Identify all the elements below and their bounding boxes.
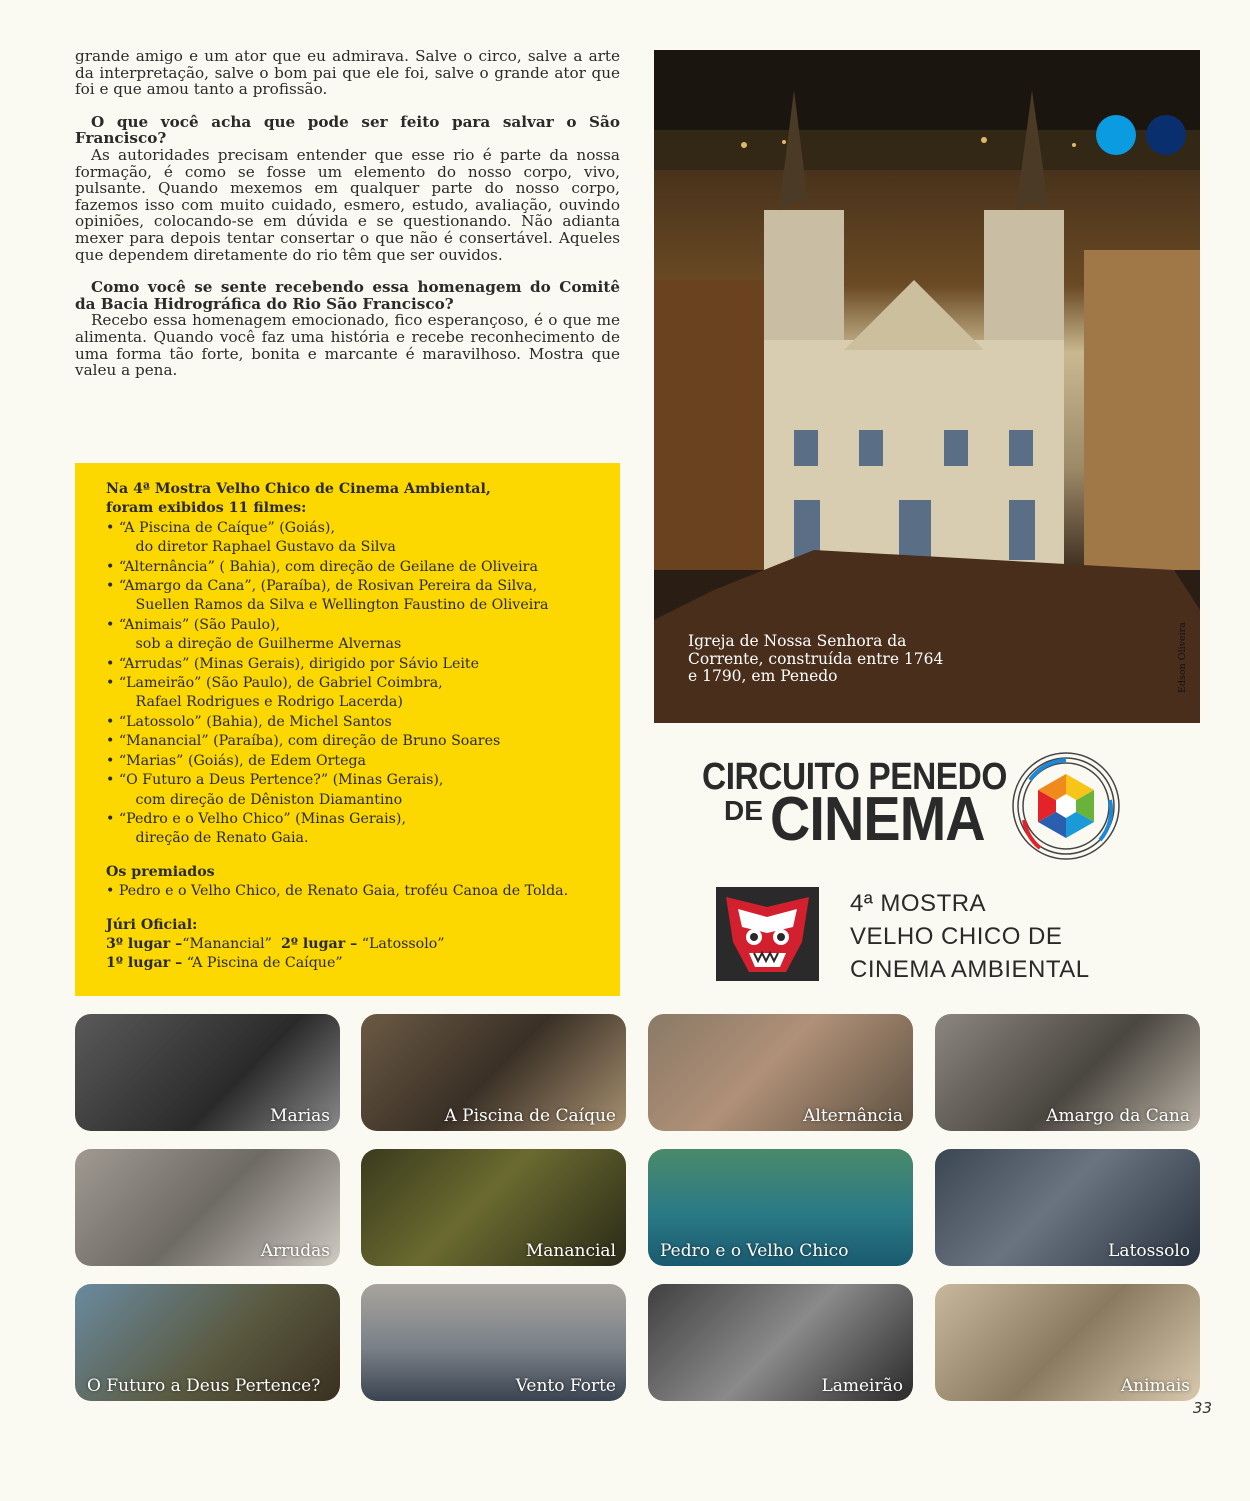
film-tile-label: Vento Forte xyxy=(515,1376,616,1396)
film-list-item: • “Marias” (Goiás), de Edem Ortega xyxy=(106,752,367,769)
interview-answer: As autoridades precisam entender que esse rio é parte da nossa formação, é como se fosse um elemento do nosso corpo, vivo, pulsante. Quando mexemos em qualquer parte do nosso corpo, fazemos isso com muito cuidado, esmero, estudo, avaliação, ouvindo opiniões, colocando-se em dúvida e se questionando. Não adianta mexer para depois tentar consertar o que não é consertável. Aqueles que dependem diretamente do rio têm que ser ouvidos. xyxy=(75,145,620,264)
film-tile-label: Amargo da Cana xyxy=(1046,1106,1190,1126)
place-value: “Latossolo” xyxy=(361,935,445,952)
article-column xyxy=(75,48,620,379)
film-list-item: • “O Futuro a Deus Pertence?” (Minas Gerais), com direção de Dêniston Diamantino xyxy=(106,772,444,808)
film-list-item: • “A Piscina de Caíque” (Goiás), do diretor Raphael Gustavo da Silva xyxy=(106,519,396,556)
mostra-velho-chico-logo xyxy=(716,887,1136,987)
mask-icon xyxy=(716,887,819,981)
film-list-item: • “Manancial” (Paraíba), com direção de Bruno Soares xyxy=(106,733,501,750)
film-list-item: • “Lameirão” (São Paulo), de Gabriel Coimbra, Rafael Rodrigues e Rodrigo Lacerda) xyxy=(106,675,443,711)
film-tile-label: A Piscina de Caíque xyxy=(444,1106,616,1126)
jury-line xyxy=(106,935,600,954)
interview-question: O que você acha que pode ser feito para salvar o São Francisco? xyxy=(75,112,620,148)
film-list-item: • “Animais” (São Paulo), sob a direção de Guilherme Alvernas xyxy=(106,616,402,653)
place-label: 2º lugar – xyxy=(280,935,358,952)
film-tile xyxy=(75,1284,340,1401)
film-tile-label: Alternância xyxy=(803,1106,903,1126)
page-number: 33 xyxy=(1192,1399,1212,1417)
jury-title: Júri Oficial: xyxy=(106,916,198,933)
film-tile xyxy=(935,1014,1200,1131)
logo-title-line1: CIRCUITO PENEDO xyxy=(702,756,1007,798)
aperture-icon xyxy=(1010,750,1122,862)
photo-caption: Igreja de Nossa Senhora da Corrente, construída entre 1764 e 1790, em Penedo xyxy=(688,632,944,686)
film-list xyxy=(106,519,600,849)
film-tile-label: Marias xyxy=(270,1106,330,1126)
navy-dot-icon xyxy=(1146,115,1186,155)
place-label: 1º lugar – xyxy=(106,955,183,972)
place-value: “A Piscina de Caíque” xyxy=(186,955,343,972)
film-tile-label: Animais xyxy=(1120,1376,1190,1396)
place-value: “Manancial” xyxy=(182,935,272,952)
blue-dot-icon xyxy=(1096,115,1136,155)
film-tile-label: Arrudas xyxy=(260,1241,330,1261)
film-tile-label: Lameirão xyxy=(821,1376,903,1396)
film-list-item: • “Alternância” ( Bahia), com direção de Geilane de Oliveira xyxy=(106,558,538,575)
article-paragraph: grande amigo e um ator que eu admirava. Salve o circo, salve a arte da interpretação, salve o bom pai que ele foi, salve o grande ator que foi e que amou tanto a profissão. xyxy=(75,47,620,99)
film-tile xyxy=(648,1284,913,1401)
films-info-box xyxy=(75,463,620,996)
film-tile xyxy=(75,1014,340,1131)
film-tile-label: Manancial xyxy=(525,1241,616,1261)
film-tile xyxy=(361,1014,626,1131)
film-tile xyxy=(648,1149,913,1266)
box-heading: foram exibidos 11 filmes: xyxy=(106,500,307,517)
mostra-title xyxy=(850,887,1090,986)
mostra-title-line: VELHO CHICO DE xyxy=(850,923,1063,950)
film-tile xyxy=(648,1014,913,1131)
film-list-item: • “Pedro e o Velho Chico” (Minas Gerais), direção de Renato Gaia. xyxy=(106,810,406,847)
mostra-title-line: 4ª MOSTRA xyxy=(850,890,987,917)
mostra-title-line: CINEMA AMBIENTAL xyxy=(850,956,1090,983)
film-list-item: • “Latossolo” (Bahia), de Michel Santos xyxy=(106,713,392,730)
film-tile xyxy=(935,1284,1200,1401)
logo-title-de: DE xyxy=(724,795,763,826)
logo-title-line2: CINEMA xyxy=(770,785,985,854)
awards-title: Os premiados xyxy=(106,863,215,880)
film-list-item: • “Arrudas” (Minas Gerais), dirigido por Sávio Leite xyxy=(106,655,480,672)
film-tile-label: Latossolo xyxy=(1108,1241,1190,1261)
film-list-item: • “Amargo da Cana”, (Paraíba), de Rosivan Pereira da Silva, Suellen Ramos da Silva e Wellington Faustino de Oliveira xyxy=(106,578,549,614)
photo-credit: Edson Oliveira xyxy=(1177,622,1188,693)
film-tile xyxy=(935,1149,1200,1266)
film-tile xyxy=(361,1149,626,1266)
jury-line xyxy=(106,954,600,973)
church-photo xyxy=(654,50,1200,723)
interview-question: Como você se sente recebendo essa homenagem do Comitê da Bacia Hidrográfica do Rio São Francisco? xyxy=(75,278,620,313)
interview-answer: Recebo essa homenagem emocionado, fico esperançoso, é o que me alimenta. Quando você faz uma história e recebe reconhecimento de uma forma tão forte, bonita e marcante é maravilhoso. Mostra que valeu a pena. xyxy=(75,311,620,380)
place-label: 3º lugar – xyxy=(106,935,183,952)
film-tile xyxy=(361,1284,626,1401)
box-heading: Na 4ª Mostra Velho Chico de Cinema Ambiental, xyxy=(106,481,491,497)
award-item: • Pedro e o Velho Chico, de Renato Gaia, troféu Canoa de Tolda. xyxy=(106,883,569,900)
film-tile-label: O Futuro a Deus Pertence? xyxy=(87,1376,321,1396)
film-tile xyxy=(75,1149,340,1266)
circuito-penedo-logo xyxy=(702,750,1132,860)
film-tile-label: Pedro e o Velho Chico xyxy=(660,1241,849,1261)
